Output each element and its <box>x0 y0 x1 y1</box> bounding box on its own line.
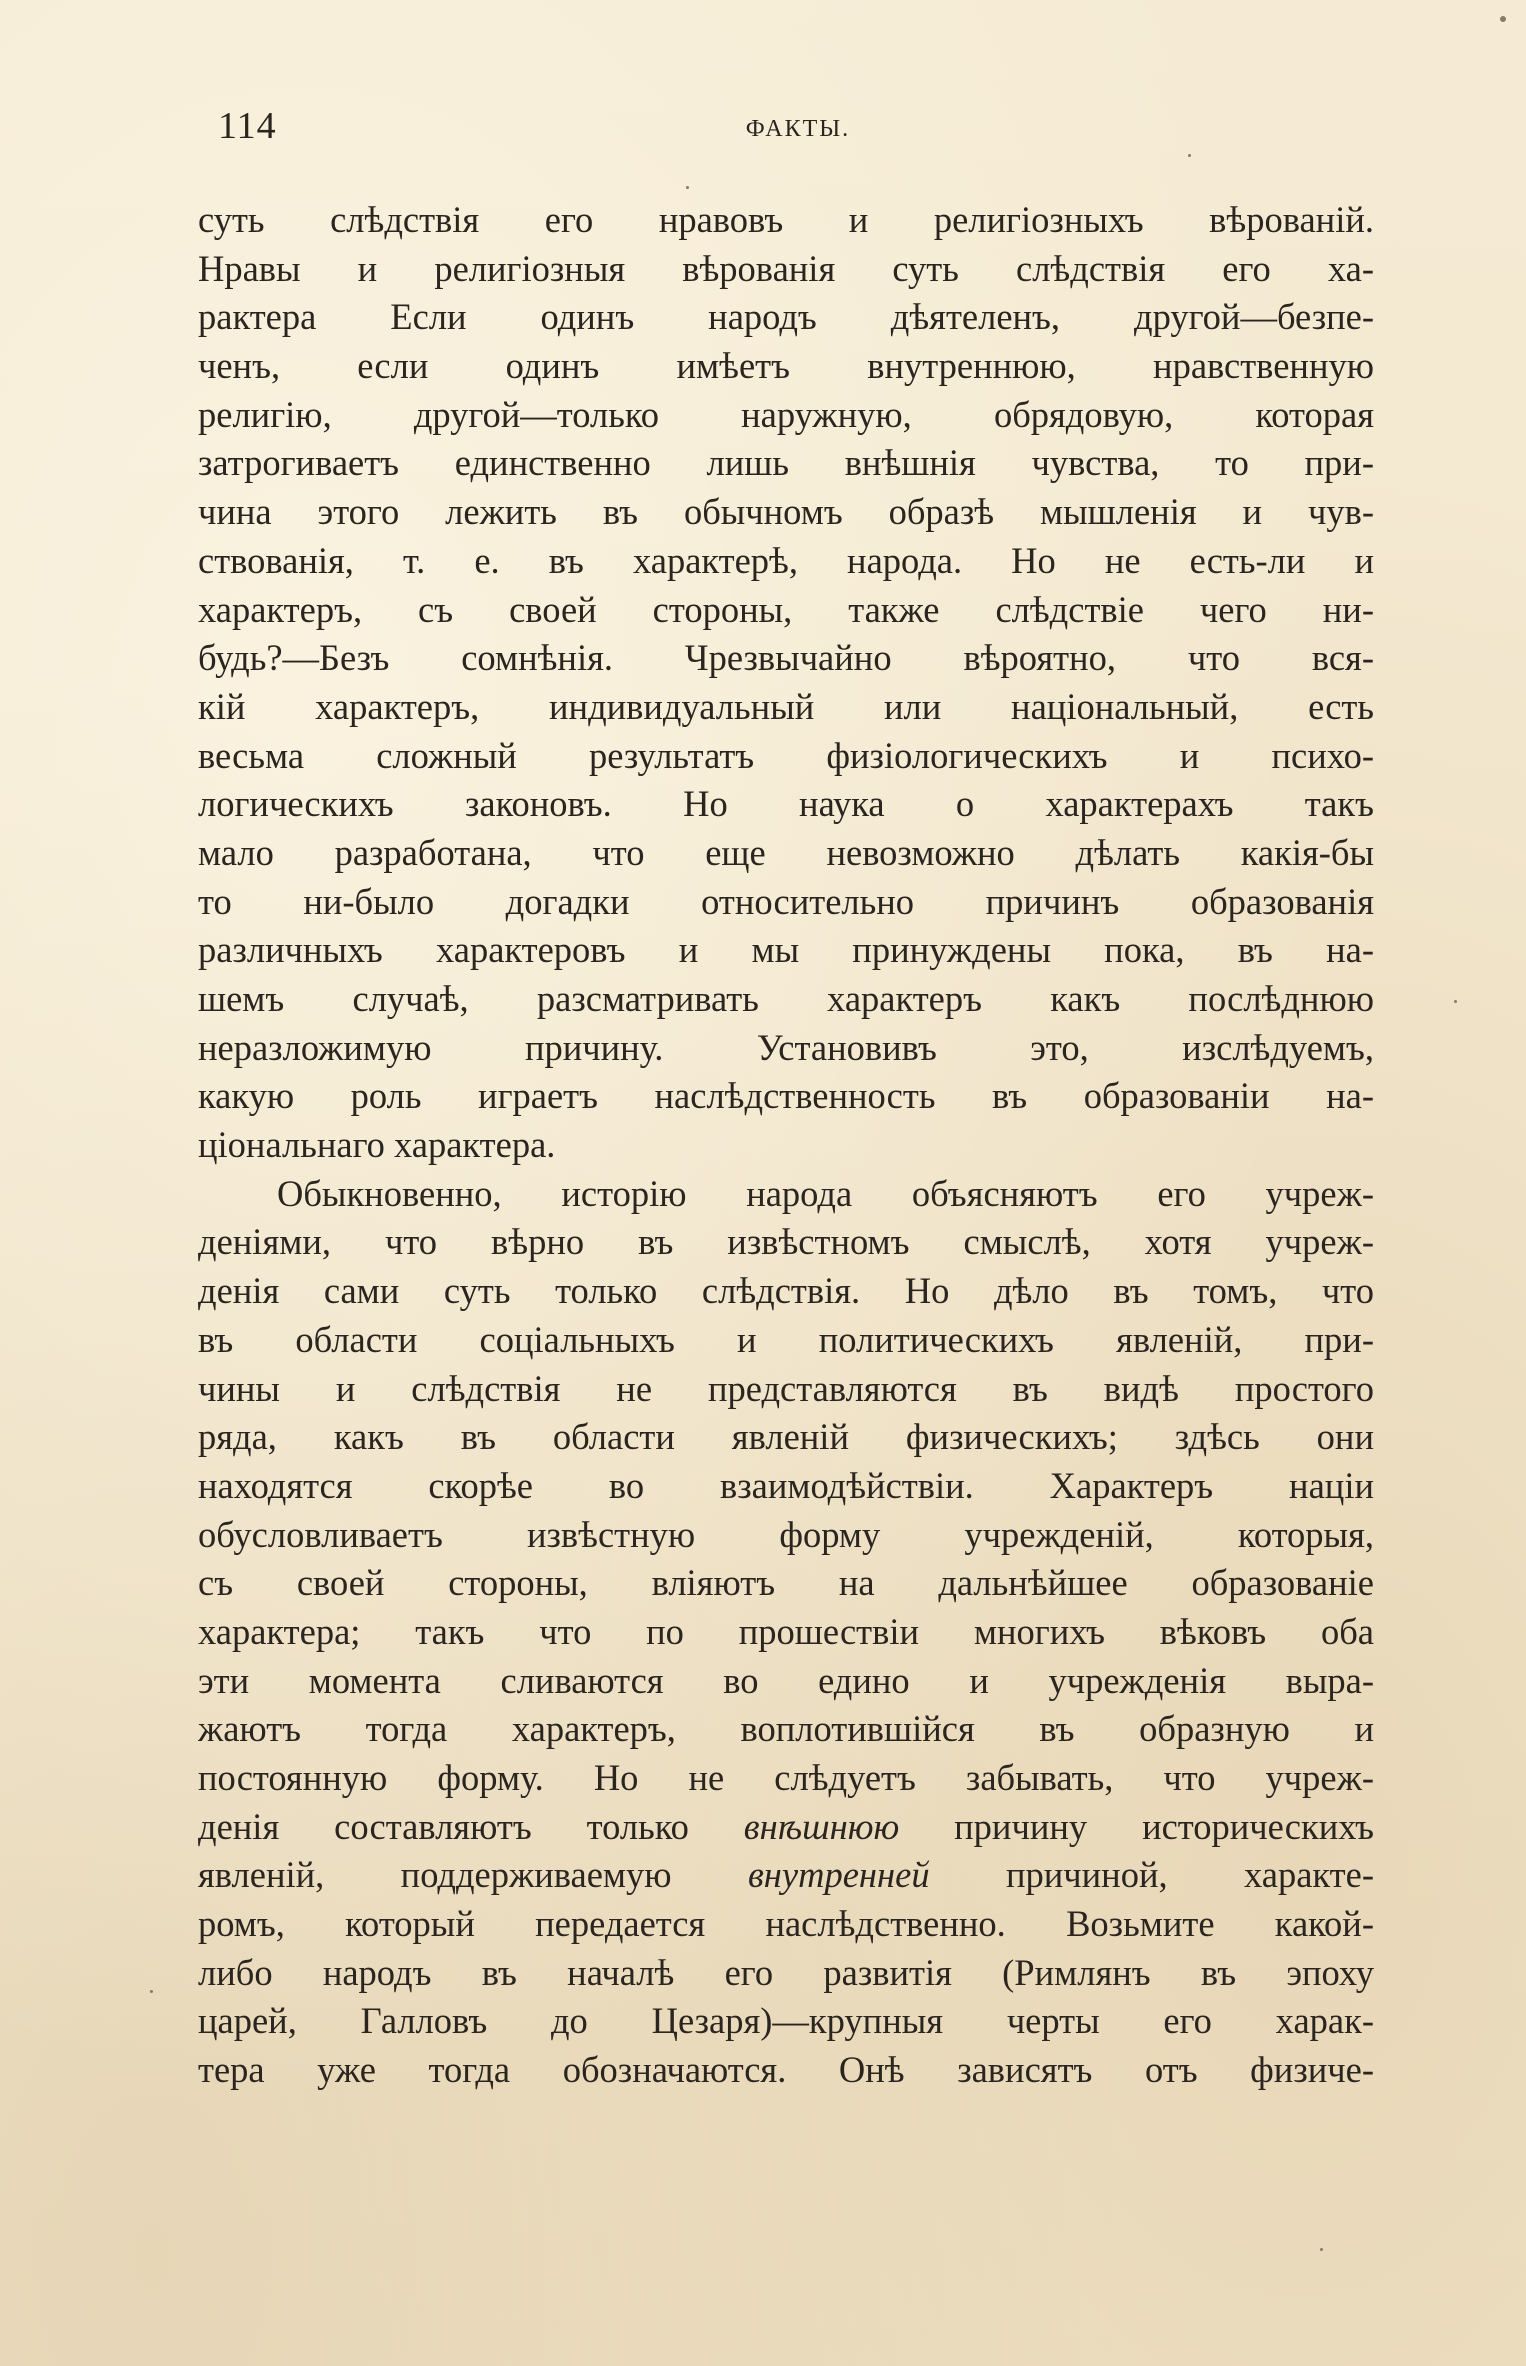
paper-speck <box>1320 2248 1323 2251</box>
paragraph-block-a <box>198 196 1374 1803</box>
text-line: либо народъ въ началѣ его развитія (Римлянъ въ эпоху <box>198 1951 1374 1993</box>
page-header <box>218 104 1378 154</box>
text-line: ряда, какъ въ области явленій физическихъ; здѣсь они <box>198 1416 1374 1458</box>
paper-speck <box>1454 1000 1457 1003</box>
paper-speck <box>150 1990 153 1993</box>
text-line-segment: причиной, характе- <box>929 1854 1374 1896</box>
text-line: какую роль играетъ наслѣдственность въ образованіи на- <box>198 1075 1374 1117</box>
text-line: чины и слѣдствія не представляются въ видѣ простого <box>198 1367 1374 1409</box>
text-line: обусловливаетъ извѣстную форму учрежденій, которыя, <box>198 1513 1374 1555</box>
text-line: Обыкновенно, исторію народа объясняютъ его учреж- <box>277 1172 1374 1214</box>
emphasis-text: внутренней <box>747 1854 930 1896</box>
running-head: ФАКТЫ. <box>745 116 851 142</box>
text-line: различныхъ характеровъ и мы принуждены пока, въ на- <box>198 929 1374 971</box>
text-line: ціональнаго характера. <box>198 1124 556 1166</box>
emphasis-text: внѣшнюю <box>743 1805 900 1847</box>
text-line: ствованія, т. е. въ характерѣ, народа. Но не есть-ли и <box>198 539 1374 581</box>
text-line: неразложимую причину. Установивъ это, изслѣдуемъ, <box>198 1026 1374 1068</box>
text-line: тера уже тогда обозначаются. Онѣ зависятъ отъ физиче- <box>198 2049 1374 2091</box>
text-line: шемъ случаѣ, разсматривать характеръ какъ послѣднюю <box>198 978 1374 1019</box>
text-line <box>198 1803 1374 1852</box>
text-line-segment: денія составляютъ только <box>198 1805 744 1847</box>
text-line: характеръ, съ своей стороны, также слѣдствіе чего ни- <box>198 588 1374 630</box>
text-line: царей, Галловъ до Цезаря)—крупныя черты его харак- <box>198 2000 1374 2042</box>
text-line: то ни-было догадки относительно причинъ образованія <box>198 880 1374 922</box>
text-line-segment: причину историческихъ <box>899 1805 1374 1847</box>
text-line: затрогиваетъ единственно лишь внѣшнія чувства, то при- <box>198 442 1374 484</box>
text-line: постоянную форму. Но не слѣдуетъ забывать, что учреж- <box>198 1757 1374 1798</box>
text-line: кій характеръ, индивидуальный или національный, есть <box>198 685 1374 727</box>
page-number: 114 <box>218 105 277 147</box>
text-line: Нравы и религіозныя вѣрованія суть слѣдствія его ха- <box>198 247 1374 289</box>
text-line: съ своей стороны, вліяютъ на дальнѣйшее образованіе <box>198 1562 1374 1604</box>
text-line: денія сами суть только слѣдствія. Но дѣло въ томъ, что <box>198 1270 1374 1312</box>
paper-speck <box>686 186 689 189</box>
text-line: религію, другой—только наружную, обрядовую, которая <box>198 393 1374 435</box>
text-line: ромъ, который передается наслѣдственно. Возьмите какой- <box>198 1903 1374 1945</box>
text-line: рактера Если одинъ народъ дѣятеленъ, другой—безпе- <box>198 296 1374 338</box>
text-line: въ области соціальныхъ и политическихъ явленій, при- <box>198 1318 1374 1360</box>
text-line: мало разработана, что еще невозможно дѣлать какія-бы <box>198 831 1374 873</box>
text-line: находятся скорѣе во взаимодѣйствіи. Характеръ націи <box>198 1464 1374 1506</box>
text-line: эти момента сливаются во едино и учрежденія выра- <box>198 1659 1374 1701</box>
paper-speck <box>1500 16 1506 22</box>
text-line: логическихъ законовъ. Но наука о характерахъ такъ <box>198 783 1374 825</box>
body-text <box>198 196 1374 2095</box>
text-line: суть слѣдствія его нравовъ и религіозныхъ вѣрованій. <box>198 199 1374 240</box>
text-line-segment: явленій, поддерживаемую <box>198 1854 748 1896</box>
text-line: будь?—Безъ сомнѣнія. Чрезвычайно вѣроятно, что вся- <box>198 637 1374 679</box>
text-line <box>198 1851 1374 1900</box>
text-line: ченъ, если одинъ имѣетъ внутреннюю, нравственную <box>198 345 1374 387</box>
text-line: жаютъ тогда характеръ, воплотившійся въ образную и <box>198 1708 1374 1750</box>
text-line: весьма сложный результатъ физіологическихъ и психо- <box>198 734 1374 776</box>
text-line: чина этого лежить въ обычномъ образѣ мышленія и чув- <box>198 491 1374 533</box>
text-line: характера; такъ что по прошествіи многихъ вѣковъ оба <box>198 1610 1374 1652</box>
paper-speck <box>1188 154 1191 157</box>
text-line: деніями, что вѣрно въ извѣстномъ смыслѣ, хотя учреж- <box>198 1221 1374 1263</box>
paragraph-block-b <box>198 1900 1374 2095</box>
